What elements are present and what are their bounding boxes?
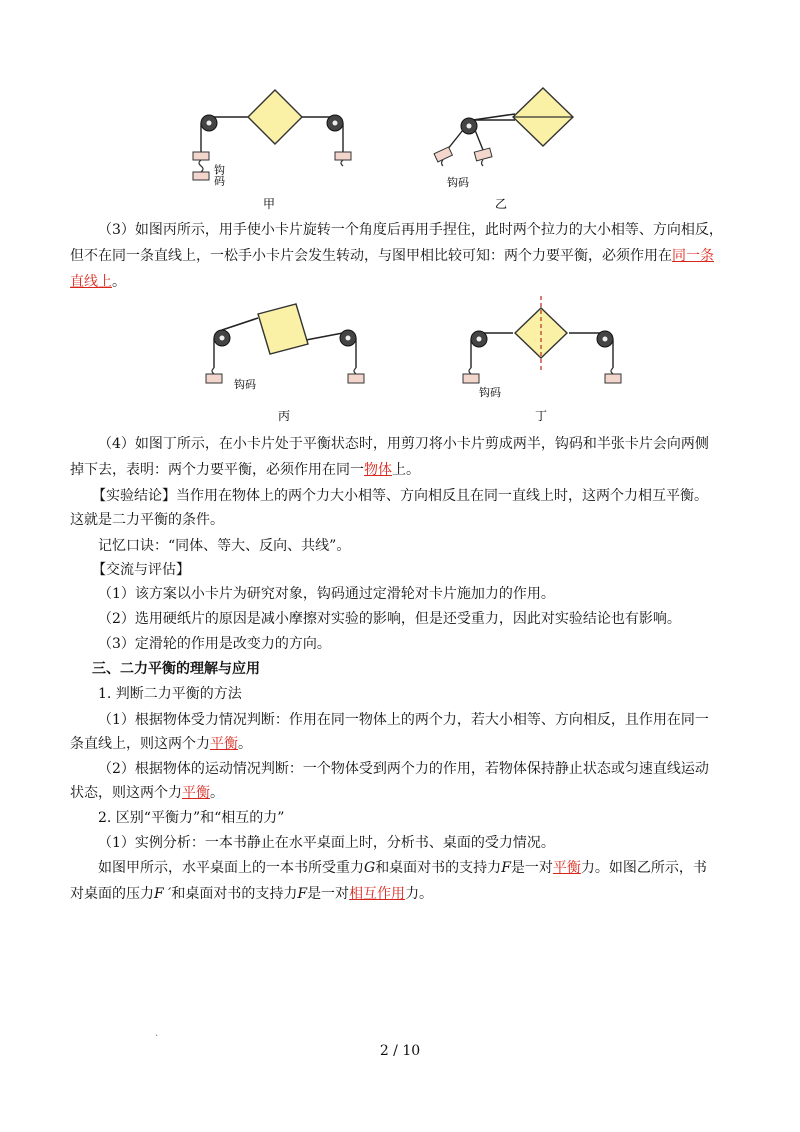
p4-line-a: （4）如图丁所示，在小卡片处于平衡状态时，用剪刀将小卡片剪成两半，钩码和半张卡片会向两侧 bbox=[98, 436, 709, 452]
weight-label: 钩码 bbox=[479, 386, 501, 399]
p4-line-b: 掉下去，表明：两个力要平衡，必须作用在同一物体上。 bbox=[70, 462, 420, 478]
p3-line-b: 但不在同一条直线上，一松手小卡片会发生转动，与图甲相比较可知：两个力要平衡，必须作用在同一条 bbox=[70, 248, 714, 264]
subsection-2: 2. 区别“平衡力”和“相互的力” bbox=[98, 810, 285, 826]
conclusion-line-b: 这就是二力平衡的条件。 bbox=[70, 512, 224, 528]
hook-weight bbox=[193, 152, 209, 160]
figure-yi bbox=[425, 80, 590, 215]
hook-weight bbox=[348, 374, 364, 383]
exchange-item: （1）该方案以小卡片为研究对象，钩码通过定滑轮对卡片施加力的作用。 bbox=[98, 586, 555, 602]
answer-balance-2: 平衡 bbox=[182, 785, 210, 801]
answer-same-object: 物体 bbox=[364, 462, 392, 478]
exchange-item: （2）选用硬纸片的原因是减小摩擦对实验的影响，但是还受重力，因此对实验结论也有影响。 bbox=[98, 611, 681, 627]
force-line-b: 对桌面的压力F ′和桌面对书的支持力F是一对相互作用力。 bbox=[70, 886, 434, 902]
figure-bing bbox=[198, 296, 373, 431]
weight-label: 钩码 bbox=[234, 378, 256, 391]
hook-weight bbox=[463, 374, 479, 383]
hook-weight bbox=[206, 374, 222, 383]
memory-line: 记忆口诀：“同体、等大、反向、共线”。 bbox=[98, 538, 351, 554]
hook-weight bbox=[605, 374, 621, 383]
method-1-line-a: （1）根据物体受力情况判断：作用在同一物体上的两个力，若大小相等、方向相反，且作用在同一 bbox=[98, 712, 709, 728]
answer-same-line: 同一条 bbox=[672, 248, 714, 264]
case-line: （1）实例分析：一本书静止在水平桌面上时，分析书、桌面的受力情况。 bbox=[98, 835, 555, 851]
figure-caption: 丙 bbox=[278, 409, 291, 423]
answer-balance-3: 平衡 bbox=[552, 860, 581, 876]
figure-jia bbox=[185, 80, 365, 215]
method-1-line-b: 条直线上，则这两个力平衡。 bbox=[70, 736, 252, 752]
p3-line-a: （3）如图丙所示，用手使小卡片旋转一个角度后再用手捏住，此时两个拉力的大小相等、方向相反， bbox=[98, 222, 723, 238]
section-title: 三、二力平衡的理解与应用 bbox=[92, 661, 260, 677]
paper-card bbox=[248, 90, 302, 144]
subsection-1: 1. 判断二力平衡的方法 bbox=[98, 686, 242, 702]
figure-ding bbox=[455, 296, 630, 431]
hook-weight bbox=[474, 148, 492, 161]
figure-caption: 乙 bbox=[495, 197, 508, 211]
exchange-item: （3）定滑轮的作用是改变力的方向。 bbox=[98, 636, 331, 652]
conclusion-line-a: 【实验结论】当作用在物体上的两个力大小相等、方向相反且在同一直线上时，这两个力相互平衡。 bbox=[92, 488, 708, 504]
answer-same-line-2: 直线上 bbox=[70, 274, 112, 290]
hook-weight bbox=[434, 147, 452, 162]
page-number: 2 / 10 bbox=[379, 1043, 421, 1059]
string bbox=[473, 114, 515, 120]
figure-caption: 丁 bbox=[535, 409, 548, 423]
hook-weight bbox=[335, 152, 351, 160]
weight-label: 钩码 bbox=[447, 176, 469, 189]
answer-interaction: 相互作用 bbox=[349, 886, 406, 902]
string bbox=[222, 318, 258, 330]
weight-label: 钩码 bbox=[212, 164, 226, 186]
answer-balance-1: 平衡 bbox=[210, 736, 238, 752]
force-line-a: 如图甲所示，水平桌面上的一本书所受重力G和桌面对书的支持力F是一对平衡力。如图乙所示，书 bbox=[98, 860, 707, 876]
exchange-heading: 【交流与评估】 bbox=[92, 562, 190, 578]
stray-dot: . bbox=[155, 1028, 159, 1039]
method-2-line-b: 状态，则这两个力平衡。 bbox=[70, 785, 224, 801]
p3-line-c: 直线上。 bbox=[70, 274, 126, 290]
paper-card bbox=[258, 304, 308, 354]
figure-caption: 甲 bbox=[263, 197, 276, 211]
hook-weight bbox=[193, 172, 209, 180]
method-2-line-a: （2）根据物体的运动情况判断：一个物体受到两个力的作用，若物体保持静止状态或匀速直线运动 bbox=[98, 761, 709, 777]
